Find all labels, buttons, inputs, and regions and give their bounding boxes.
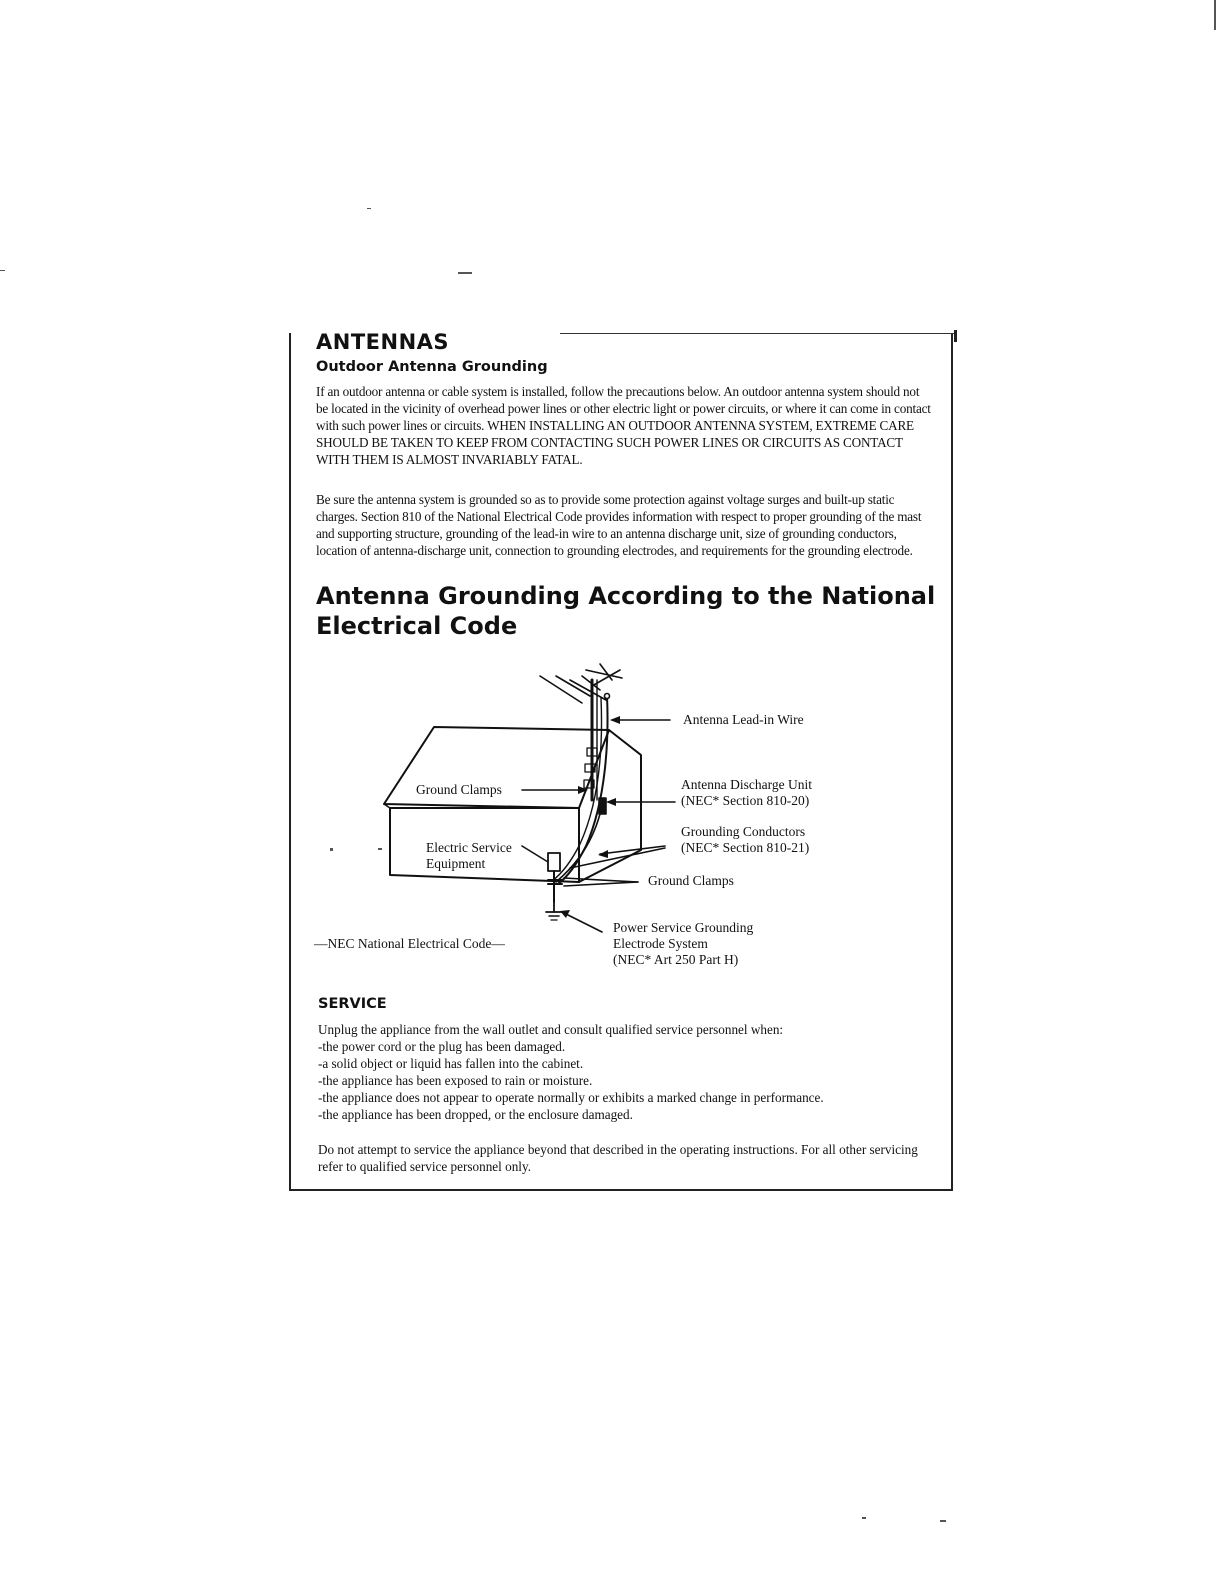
label-electric-service: Electric Service [426,840,512,855]
service-item: -the appliance has been exposed to rain or moisture. [318,1073,593,1088]
antenna-precautions-paragraph: If an outdoor antenna or cable system is installed, follow the precautions below. An outdoor antenna system should not be located in the vicinity of overhead power lines or other electric light or power circuits, or where it can come in contact with such power lines or circuits. WHEN INSTALLING AN OUTDOOR ANTENNA SYSTEM, EXTREME CARE SHOULD BE TAKEN TO KEEP FROM CONTACTING SUCH POWER LINES OR CIRCUITS AS CONTACT WITH THEM IS ALMOST INVARIABLY FATAL. [316,384,931,467]
section-heading-service: SERVICE [318,996,387,1012]
label-antenna-discharge-unit-ref: (NEC* Section 810-20) [681,793,810,808]
label-electrode-system: Electrode System [613,936,708,951]
label-ground-clamps-right: Ground Clamps [648,873,734,888]
scan-speck [378,848,382,850]
section-heading-antennas: ANTENNAS [316,330,450,354]
label-antenna-lead-in-wire: Antenna Lead-in Wire [683,712,804,727]
label-antenna-discharge-unit: Antenna Discharge Unit [681,777,812,792]
scan-speck [940,1520,946,1522]
label-grounding-conductors-ref: (NEC* Section 810-21) [681,840,810,855]
service-item: -a solid object or liquid has fallen into the cabinet. [318,1056,584,1071]
service-item: -the appliance has been dropped, or the enclosure damaged. [318,1107,633,1122]
label-electric-service-equipment: Equipment [426,856,486,871]
scan-speck [0,270,5,271]
nec-footnote: —NEC National Electrical Code— [314,936,505,951]
scan-speck [1214,0,1216,30]
service-list [318,1021,938,1123]
label-nec-art-250: (NEC* Art 250 Part H) [613,952,739,967]
antenna-grounding-diagram [300,650,940,980]
frame-top-rule [560,333,955,334]
label-grounding-conductors: Grounding Conductors [681,824,806,839]
scan-speck [367,208,371,209]
service-item: -the power cord or the plug has been damaged. [318,1039,566,1054]
scan-speck [458,272,472,274]
service-closing-paragraph: Do not attempt to service the appliance beyond that described in the operating instructions. For all other servicing refer to qualified service personnel only. [318,1142,918,1174]
grounding-diagram-heading: Antenna Grounding According to the National Electrical Code [316,582,936,640]
frame-corner-mark [954,330,957,342]
scan-speck [330,848,333,851]
scan-speck [862,1517,866,1519]
subheading-outdoor-grounding: Outdoor Antenna Grounding [316,359,548,375]
label-ground-clamps-left: Ground Clamps [416,782,502,797]
service-intro: Unplug the appliance from the wall outlet and consult qualified service personnel when: [318,1022,784,1037]
antenna-grounding-paragraph: Be sure the antenna system is grounded so as to provide some protection against voltage surges and built-up static charges. Section 810 of the National Electrical Code provides information with respect to proper grounding of the mast and supporting structure, grounding of the lead-in wire to an antenna discharge unit, size of grounding conductors, location of antenna-discharge unit, connection to grounding electrodes, and requirements for the grounding electrode. [316,492,922,558]
service-item: -the appliance does not appear to operate normally or exhibits a marked change in performance. [318,1090,824,1105]
label-power-service-grounding: Power Service Grounding [613,920,754,935]
